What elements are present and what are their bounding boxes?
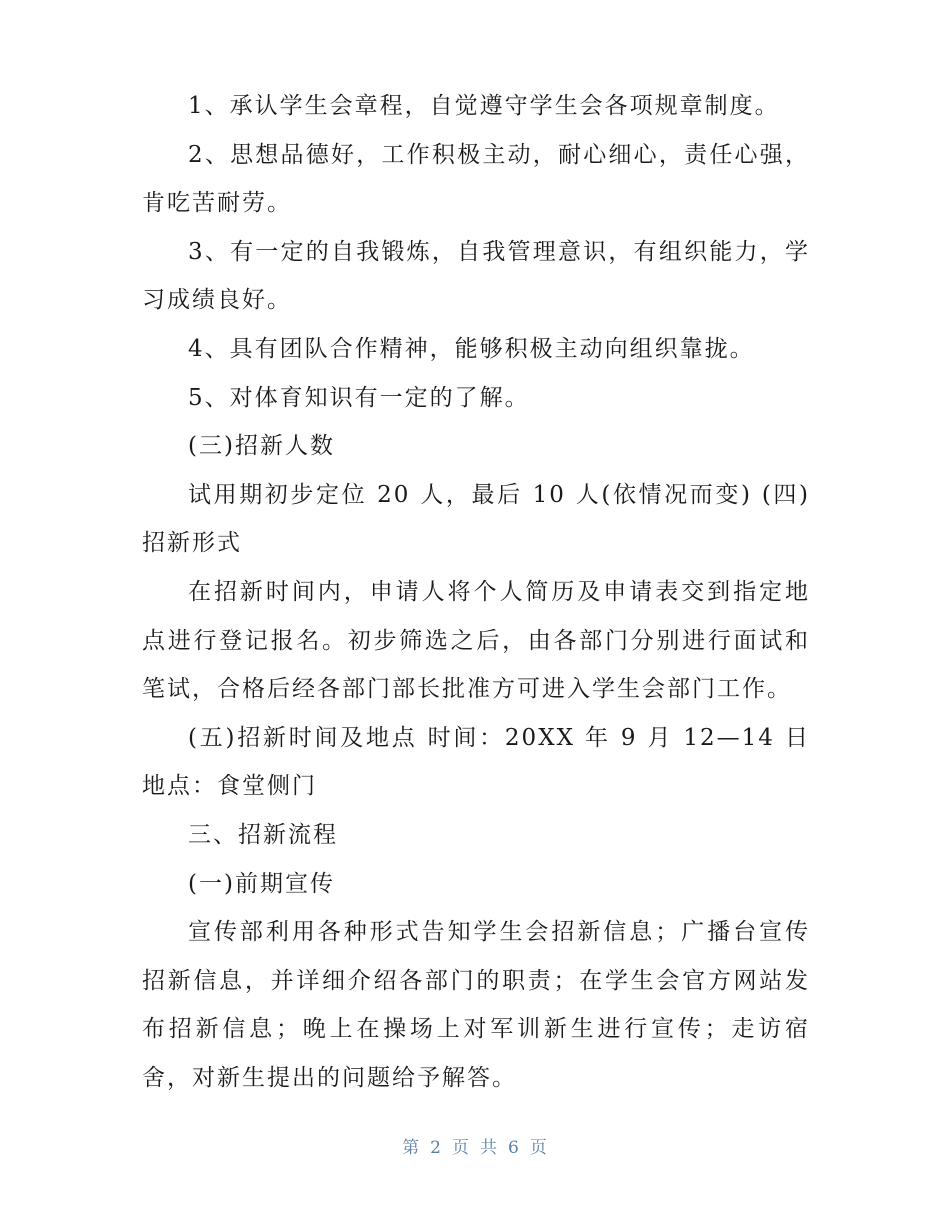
footer-page-word: 页 — [452, 1138, 470, 1158]
paragraph-recruit-time-place: (五)招新时间及地点 时间：20XX 年 9 月 12—14 日 地点：食堂侧门 — [142, 724, 810, 800]
footer-total-word: 共 — [480, 1138, 498, 1158]
paragraph-requirement-2: 2、思想品德好，工作积极主动，耐心细心，责任心强，肯吃苦耐劳。 — [142, 141, 810, 217]
paragraph-requirement-5: 5、对体育知识有一定的了解。 — [188, 384, 530, 411]
document-body — [142, 82, 810, 1102]
page-footer — [0, 1133, 950, 1158]
paragraph-requirement-4: 4、具有团队合作精神，能够积极主动向组织靠拢。 — [188, 335, 755, 362]
footer-prefix: 第 — [402, 1138, 421, 1158]
paragraph-publicity: 宣传部利用各种形式告知学生会招新信息；广播台宣传招新信息，并详细介绍各部门的职责；在学生会官方网站发布招新信息；晚上在操场上对军训新生进行宣传；走访宿舍，对新生提出的问题给予解答。 — [142, 919, 810, 1091]
subsection-heading-publicity: (一)前期宣传 — [188, 870, 335, 897]
paragraph-requirement-1: 1、承认学生会章程，自觉遵守学生会各项规章制度。 — [188, 93, 780, 119]
section-heading-recruit-process: 三、招新流程 — [188, 821, 338, 848]
paragraph-recruit-count: 试用期初步定位 20 人，最后 10 人(依情况而变) (四)招新形式 — [142, 481, 810, 557]
footer-total-pages: 6 — [508, 1138, 520, 1158]
paragraph-recruit-form: 在招新时间内，申请人将个人简历及申请表交到指定地点进行登记报名。初步筛选之后，由各部门分别进行面试和笔试，合格后经各部门部长批准方可进入学生会部门工作。 — [142, 578, 810, 703]
footer-current-page: 2 — [430, 1138, 442, 1158]
paragraph-requirement-3: 3、有一定的自我锻炼，自我管理意识，有组织能力，学习成绩良好。 — [142, 238, 810, 314]
section-heading-recruit-count: (三)招新人数 — [188, 433, 335, 460]
footer-suffix: 页 — [529, 1138, 548, 1158]
